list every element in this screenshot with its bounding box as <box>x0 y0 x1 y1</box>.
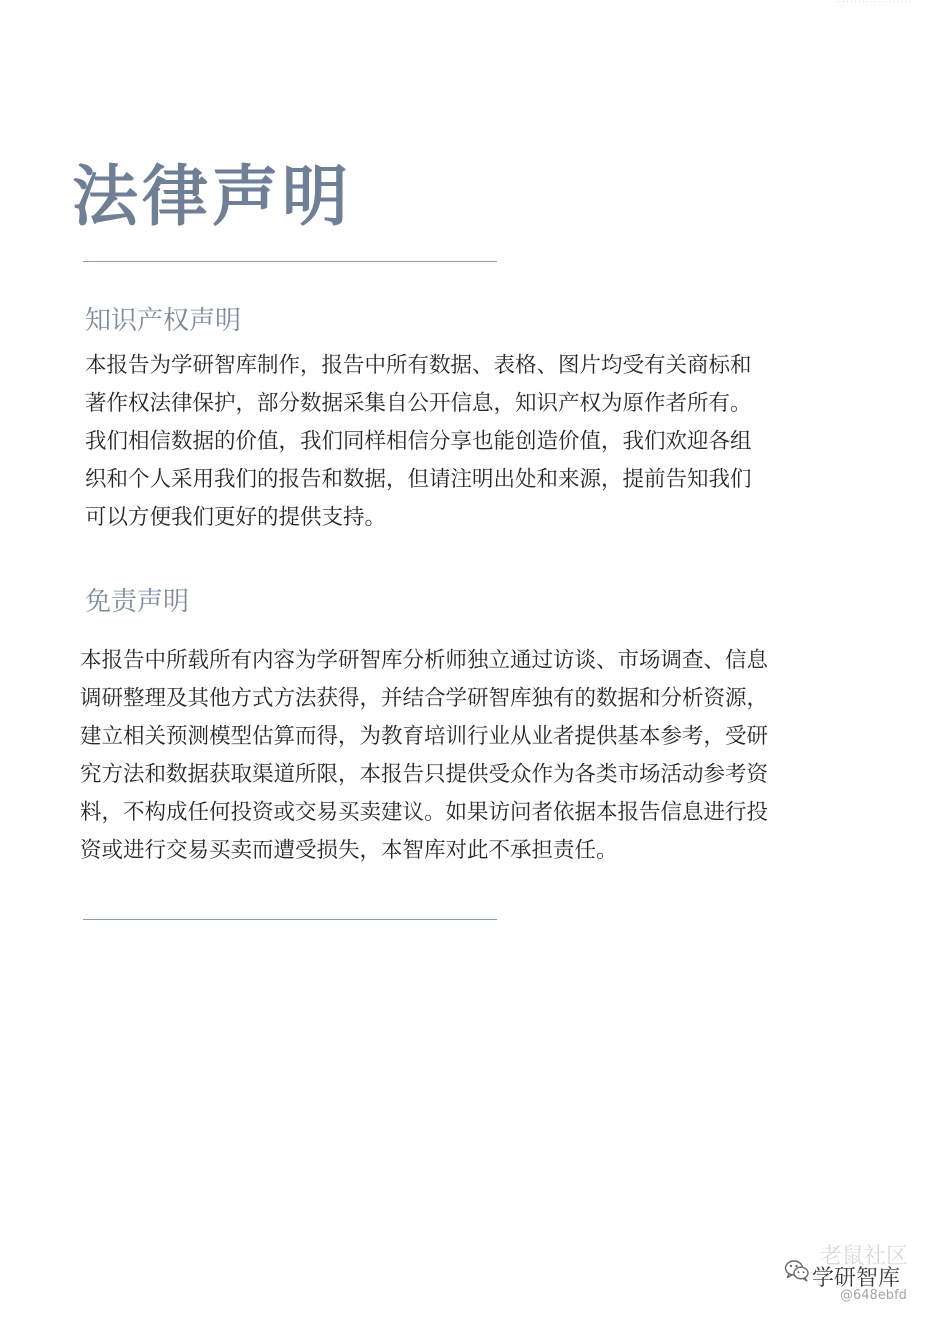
ip-statement-heading: 知识产权声明 <box>85 306 242 336</box>
wechat-icon <box>784 1258 810 1282</box>
disclaimer-line: 建立相关预测模型估算而得，为教育培训行业从业者提供基本参考，受研 <box>80 724 769 749</box>
ip-statement-line: 我们相信数据的价值，我们同样相信分享也能创造价值，我们欢迎各组 <box>85 429 752 454</box>
watermark-account-name: 学研智库 <box>812 1266 901 1291</box>
watermark-community-text: 老鼠社区 <box>820 1244 909 1269</box>
disclaimer-line: 资或进行交易买卖而遭受损失，本智库对此不承担责任。 <box>80 838 618 863</box>
title-divider <box>83 261 497 262</box>
ip-statement-body <box>85 347 850 537</box>
watermark-account-id: @648ebfd <box>840 1288 907 1303</box>
bottom-divider <box>83 919 497 920</box>
disclaimer-line: 究方法和数据获取渠道所限，本报告只提供受众作为各类市场活动参考资 <box>80 762 769 787</box>
wechat-watermark <box>782 1244 927 1312</box>
ip-statement-line: 著作权法律保护，部分数据采集自公开信息，知识产权为原作者所有。 <box>85 391 752 416</box>
ip-statement-line: 织和个人采用我们的报告和数据，但请注明出处和来源，提前告知我们 <box>85 467 752 492</box>
ip-statement-line: 本报告为学研智库制作，报告中所有数据、表格、图片均受有关商标和 <box>85 353 752 378</box>
page-title: 法律声明 <box>72 157 352 235</box>
disclaimer-line: 调研整理及其他方式方法获得，并结合学研智库独有的数据和分析资源， <box>80 686 769 711</box>
ip-statement-line: 可以方便我们更好的提供支持。 <box>85 505 387 530</box>
disclaimer-body <box>80 642 852 870</box>
disclaimer-line: 本报告中所载所有内容为学研智库分析师独立通过访谈、市场调查、信息 <box>80 648 769 673</box>
top-edge-dots: ···················· <box>835 0 914 6</box>
disclaimer-line: 料，不构成任何投资或交易买卖建议。如果访问者依据本报告信息进行投 <box>80 800 769 825</box>
disclaimer-heading: 免责声明 <box>85 587 190 617</box>
